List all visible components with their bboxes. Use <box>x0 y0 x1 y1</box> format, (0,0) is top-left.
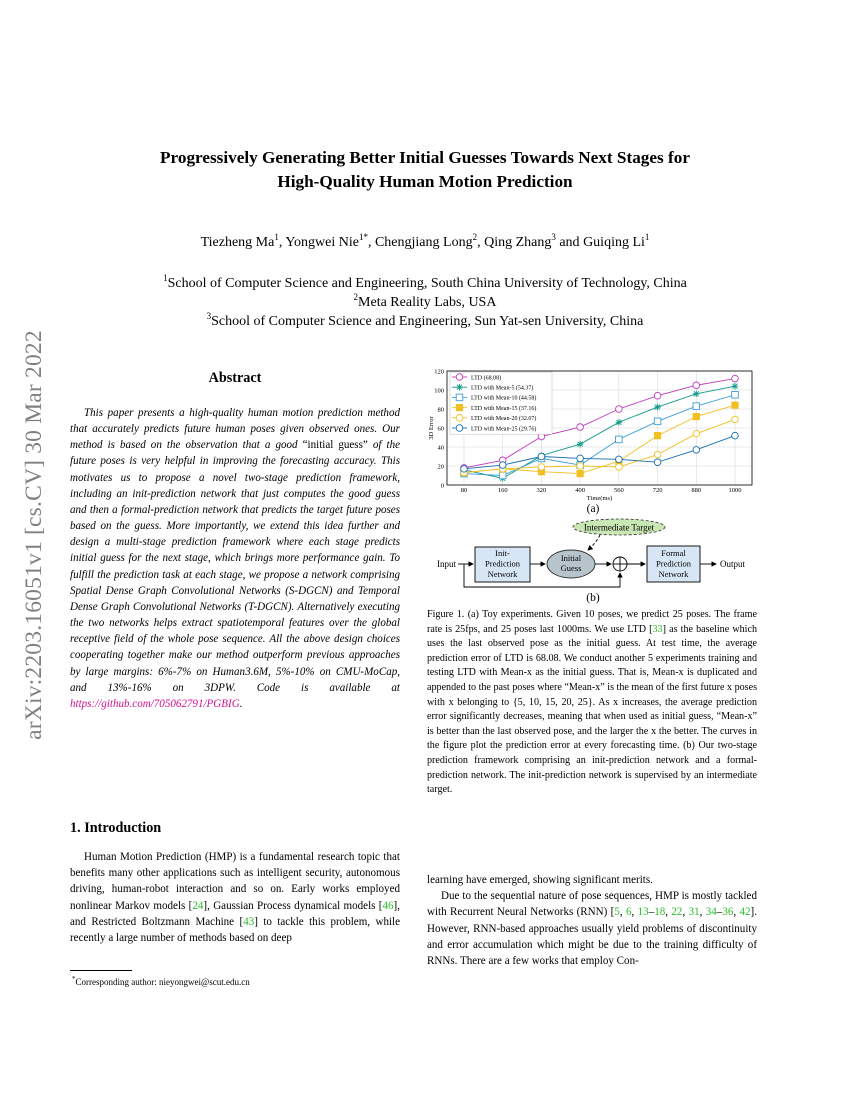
data-point <box>616 419 623 426</box>
citation-link[interactable]: 31 <box>688 906 700 919</box>
data-point <box>693 403 700 410</box>
figure-label-b: (b) <box>586 592 600 604</box>
formal-net-label: Formal <box>661 548 686 558</box>
data-point <box>654 459 661 466</box>
author-sep: , <box>367 235 375 250</box>
legend-swatch-marker <box>456 415 463 422</box>
legend-box <box>450 372 552 434</box>
data-point <box>577 463 584 470</box>
error-line-chart <box>420 366 760 501</box>
continued-paragraph: learning have emerged, showing significant merits. <box>427 874 653 886</box>
caption-text: ] as the baseline which uses the last observed pose as the initial guess. At test time, the average prediction error of LTD is 68.08. We conduct another 5 experiments training and testing LTD with Mean-x as the initial guess. That is, Mean-x is duplicated and appended to the past poses where “Mean-x” is the mean of the first future x poses with x belonging to {5, 10, 15, 20, 25}. As x increases, the average prediction error significantly decreases, meaning that when used as initial guess, “Mean-x” is better than the last observed pose, and the larger the x the better. The curves in the figure plot the prediction error at every forecasting time. (b) Our two-stage prediction framework comprising an init-prediction network and a formal-prediction network. The init-prediction network is supervised by an intermediate target. <box>427 623 757 796</box>
legend-label: LTD with Mean-10 (44.58) <box>471 395 537 402</box>
data-point <box>732 391 739 398</box>
legend-swatch-marker <box>456 404 463 411</box>
legend-swatch-marker <box>456 374 463 381</box>
citation-link[interactable]: 5 <box>614 906 620 919</box>
author-sup: 1* <box>358 232 368 242</box>
x-tick-label: 80 <box>460 487 468 494</box>
init-net-label: Network <box>487 569 518 579</box>
data-point <box>732 432 739 439</box>
x-tick-label: 400 <box>575 487 586 494</box>
footnote-text: Corresponding author: nieyongwei@scut.edu.cn <box>75 977 250 987</box>
author-sup: 2 <box>472 232 478 242</box>
figure-caption <box>427 608 757 798</box>
data-point <box>616 456 623 463</box>
data-point <box>577 455 584 462</box>
author-and: and <box>555 235 584 250</box>
init-net-label: Prediction <box>485 558 520 569</box>
legend-label: LTD with Mean-15 (37.16) <box>471 405 537 412</box>
data-point <box>577 470 584 477</box>
paper-title <box>60 146 790 194</box>
legend-label: LTD with Mean-20 (32.07) <box>471 416 537 423</box>
data-point <box>654 392 661 399</box>
data-point <box>616 464 623 471</box>
formal-net-label: Network <box>658 569 689 579</box>
affil-sup: 3 <box>206 311 212 321</box>
intro-text: ], and Restricted Boltzmann Machine [ <box>70 899 400 928</box>
abstract-body <box>70 405 400 712</box>
x-tick-label: 880 <box>691 487 702 494</box>
code-link[interactable]: https://github.com/705062791/PGBIG <box>70 697 240 710</box>
data-point <box>538 464 545 471</box>
y-tick-label: 60 <box>437 425 444 433</box>
data-point <box>693 430 700 437</box>
supervision-arrow <box>588 535 600 550</box>
citation-link[interactable]: 24 <box>192 899 204 912</box>
y-tick-label: 20 <box>437 463 444 471</box>
data-point <box>654 404 661 411</box>
title-line-2: High-Quality Human Motion Prediction <box>277 172 573 191</box>
y-axis-label: 3D Error <box>428 416 435 440</box>
abstract-heading: Abstract <box>208 370 262 386</box>
output-label: Output <box>720 559 746 569</box>
affiliations <box>60 274 790 331</box>
formal-net-label: Prediction <box>656 558 691 569</box>
y-tick-label: 80 <box>437 406 444 414</box>
arxiv-stamp: arXiv:2203.16051v1 [cs.CV] 30 Mar 2022 <box>21 330 47 740</box>
author-name: Qing Zhang <box>484 235 552 250</box>
initial-guess-label: Initial <box>560 553 582 563</box>
author-list <box>60 232 790 251</box>
section-heading-introduction: 1. Introduction <box>70 820 162 836</box>
citation-link[interactable]: 43 <box>243 915 255 928</box>
data-point <box>732 375 739 382</box>
data-point <box>499 462 506 469</box>
data-point <box>732 402 739 409</box>
abstract-text: of the future poses is very helpful in improving the forecasting accuracy. This motivates us to propose a novel two-stage prediction framework, including an init-prediction network that just computes the good guess and then a formal-prediction network that predicts the target future poses based on the guess. More importantly, we extend this idea further and design a multi-stage prediction framework where each stage predicts initial guess for the next stage, which brings more performance gain. To fulfill the prediction task at each stage, we propose a network comprising Spatial Dense Graph Convolutional Networks (S-DGCN) and Temporal Dense Graph Convolutional Networks (T-DGCN). Alternatively executing the two networks helps extract spatiotemporal features over the global receptive field of the whole pose sequence. All the above design choices cooperating together make our method outperform previous approaches by large margins: 6%-7% on Human3.6M, 5%-10% on CMU-MoCap, and 13%-16% on 3DPW. Code is available at <box>70 439 400 694</box>
citation-link[interactable]: 42 <box>739 906 751 919</box>
legend-swatch-marker <box>456 394 463 401</box>
data-point <box>654 451 661 458</box>
data-point <box>654 418 661 425</box>
author-name: Tiezheng Ma <box>200 235 275 250</box>
y-tick-label: 100 <box>434 387 444 395</box>
intermediate-target-label: Intermediate Target <box>583 522 655 533</box>
x-tick-label: 160 <box>497 487 508 494</box>
citation-link[interactable]: 34 <box>705 906 717 919</box>
title-line-1: Progressively Generating Better Initial Guesses Towards Next Stages for <box>160 148 690 167</box>
x-tick-label: 1000 <box>728 487 742 494</box>
citation-link[interactable]: 6 <box>626 906 632 919</box>
citation-link[interactable]: 33 <box>652 623 663 635</box>
affil-sup: 1 <box>163 273 168 283</box>
author-name: Guiqing Li <box>583 235 645 250</box>
y-tick-label: 0 <box>440 482 444 490</box>
data-point <box>577 424 584 431</box>
footnote <box>72 975 250 987</box>
abstract-end: . <box>239 697 243 710</box>
data-point <box>654 432 661 439</box>
citation-link[interactable]: 46 <box>382 899 394 912</box>
x-tick-label: 320 <box>536 487 547 494</box>
author-sup: 3 <box>551 232 556 242</box>
input-label: Input <box>437 559 456 569</box>
affiliation <box>60 274 790 293</box>
body-text: ]. However, RNN-based approaches usually yield problems of discontinuity and error accumulation which might be due to the training difficulty of RNNs. There are a few works that employ Con- <box>427 906 757 968</box>
affiliation <box>60 293 790 312</box>
affiliation <box>60 312 790 331</box>
author-sup: 1 <box>274 232 279 242</box>
data-point <box>693 447 700 454</box>
data-point <box>499 472 506 479</box>
data-point <box>616 406 623 413</box>
data-point <box>732 383 739 390</box>
citation-link[interactable]: 36 <box>722 906 734 919</box>
legend-swatch-marker <box>456 425 463 432</box>
data-point <box>577 441 584 448</box>
author-sep: , <box>278 235 286 250</box>
init-net-label: Init- <box>495 548 510 558</box>
affil-text: School of Computer Science and Engineering, South China University of Technology, China <box>167 276 687 291</box>
x-axis-label: Time(ms) <box>586 495 613 501</box>
caption-text: Figure 1. (a) Toy experiments. Given 10 poses, we predict 25 poses. The frame rate is 25fps, and 25 poses last 1000ms. We use LTD [ <box>427 609 757 635</box>
intro-text: ], Gaussian Process dynamical models [ <box>203 899 383 912</box>
legend-label: LTD (68.08) <box>471 375 502 382</box>
author-name: Yongwei Nie <box>285 235 359 250</box>
intro-text: ] to tackle this problem, while recently a large number of methods based on deep <box>70 915 401 945</box>
rnn-paragraph: Due to the sequential nature of pose sequences, HMP is mostly tackled with Recurrent Neural Networks (RNN) [5, 6, 13–18, 22, 31, 34–36, 42]. However, RNN-based approaches usually yield problems of discontinuity and error accumulation which might be due to the training difficulty of RNNs. There are a few works that employ Con- <box>427 890 757 968</box>
data-point <box>616 436 623 443</box>
citation-link[interactable]: 13 <box>637 906 649 919</box>
affil-text: School of Computer Science and Engineering, Sun Yat-sen University, China <box>211 314 644 329</box>
introduction-body <box>70 849 400 946</box>
affil-text: Meta Reality Labs, USA <box>358 295 497 310</box>
body-text: Due to the sequential nature of pose sequences, HMP is mostly tackled with Recurrent Neural Networks (RNN) [ <box>427 890 757 919</box>
right-column-body <box>427 872 757 969</box>
affil-sup: 2 <box>353 292 359 302</box>
data-point <box>693 391 700 398</box>
citation-link[interactable]: 18 <box>654 906 666 919</box>
data-point <box>693 382 700 389</box>
citation-link[interactable]: 22 <box>671 906 683 919</box>
y-tick-label: 40 <box>437 444 444 452</box>
abstract-text: This paper presents a high-quality human motion prediction method that accurately predicts future human poses given observed ones. Our method is based on the observation that a good <box>70 407 400 452</box>
legend-label: LTD with Mean-25 (29.76) <box>471 426 537 433</box>
data-point <box>732 416 739 423</box>
y-tick-label: 120 <box>434 368 444 376</box>
data-point <box>538 453 545 460</box>
legend-swatch-marker <box>456 384 463 391</box>
author-sup: 1 <box>644 232 650 242</box>
data-point <box>693 413 700 420</box>
x-tick-label: 720 <box>652 487 663 494</box>
abstract-quote: “initial guess” <box>302 439 368 452</box>
framework-diagram <box>420 517 760 597</box>
initial-guess-label: Guess <box>560 563 582 573</box>
intro-text: Human Motion Prediction (HMP) is a fundamental research topic that benefits many other applications such as intelligent security, autonomous driving, human-robot interaction and so on. Early works employed nonlinear Markov models [ <box>70 851 400 912</box>
footnote-mark: * <box>72 975 76 983</box>
data-point <box>461 466 468 473</box>
footnote-rule <box>70 970 132 971</box>
x-tick-label: 560 <box>613 487 624 494</box>
author-name: Chengjiang Long <box>374 235 473 250</box>
figure-label-a: (a) <box>586 503 600 515</box>
legend-label: LTD with Mean-5 (54.37) <box>471 385 534 392</box>
author-sep: , <box>477 235 485 250</box>
